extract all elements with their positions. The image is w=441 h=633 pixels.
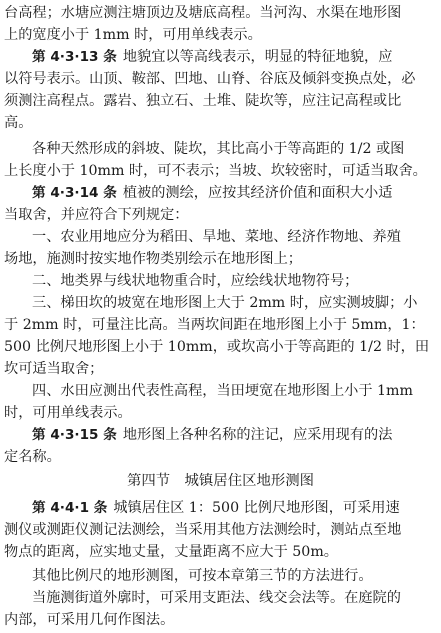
text-line: 以符号表示。山顶、鞍部、凹地、山脊、谷底及倾斜变换点处，必 [4,71,416,87]
article-number: 第 4·3·15 条 [32,427,117,443]
article-number: 第 4·3·13 条 [32,49,117,65]
text-line: 台高程；水塘应测注塘顶边及塘底高程。当河沟、水渠在地形图 [4,5,402,21]
text-line: 坎可适当取舍； [4,361,104,377]
article-number: 第 4·4·1 条 [32,500,108,516]
text-line: 上长度小于 10mm 时，可不表示；当坡、坎较密时，可适当取舍。 [4,163,427,179]
article-4-3-14 [32,182,436,204]
section-heading: 第四节 城镇居住区地形测图 [126,473,315,489]
text-line: 场地，施测时按实地作物类别绘示在地形图上； [4,251,302,267]
text-line: 于 2mm 时，可量注比高。当两坎间距在地形图上小于 5mm，1： [4,317,425,333]
text-line: 当取舍，并应符合下列规定： [4,207,189,223]
text-line: 四、水田应测出代表性高程，当田埂宽在地形图上小于 1mm [32,383,413,399]
text-line: 植被的测绘，应按其经济价值和面积大小适 [122,185,393,201]
text-line: 测仪或测距仪测记法测绘，当采用其他方法测绘时，测站点至地 [4,522,402,538]
text-line: 其他比例尺的地形测图，可按本章第三节的方法进行。 [32,568,373,584]
article-number: 第 4·3·14 条 [32,185,117,201]
article-4-3-15 [32,424,436,446]
text-line: 500 比例尺地形图上小于 10mm，或坎高小于等高距的 1/2 时，田 [4,339,430,355]
text-line: 定名称。 [4,449,61,465]
text-line: 当施测街道外廓时，可采用支距法、线交会法等。在庭院的 [32,590,401,606]
text-line: 高。 [4,115,33,131]
text-line: 时，可用单线表示。 [4,405,132,421]
text-line: 内部，可采用几何作图法。 [4,612,175,628]
article-4-3-13 [32,46,436,68]
text-line: 地貌宜以等高线表示，明显的特征地貌，应 [122,49,393,65]
text-line: 地形图上各种名称的注记，应采用现有的法 [122,427,393,443]
text-line: 各种天然形成的斜坡、陡坎，其比高小于等高距的 1/2 或图 [32,141,405,157]
text-line: 二、地类界与线状地物重合时，应绘线状地物符号； [32,273,359,289]
text-line: 三、梯田坎的坡宽在地形图上大于 2mm 时，应实测坡脚；小 [32,295,418,311]
text-line: 一、农业用地应分为稻田、旱地、菜地、经济作物地、养殖 [32,229,401,245]
article-4-4-1 [32,497,436,519]
text-line: 须测注高程点。露岩、独立石、土堆、陡坎等，应注记高程或比 [4,93,402,109]
text-line: 上的宽度小于 1mm 时，可用单线表示。 [4,27,262,43]
text-line: 城镇居住区 1：500 比例尺地形图，可采用速 [113,500,400,516]
text-line: 物点的距离，应实地丈量，丈量距离不应大于 50m。 [4,544,338,560]
